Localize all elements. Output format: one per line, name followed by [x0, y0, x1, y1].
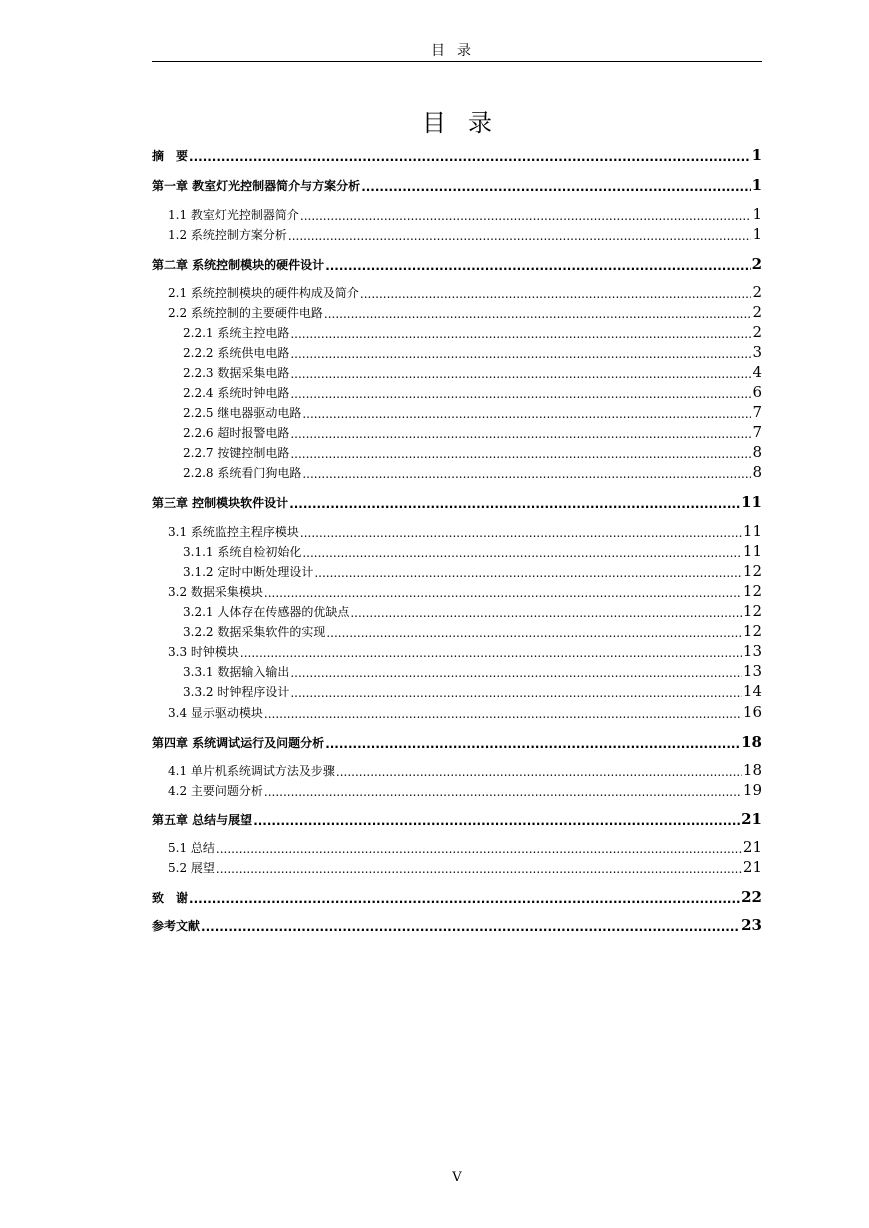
toc-section-entry[interactable] — [152, 680, 762, 700]
toc-entry-page: 12 — [742, 622, 762, 640]
toc-entry-label: 4.1 单片机系统调试方法及步骤 — [168, 764, 335, 778]
toc-leader-dots — [336, 765, 742, 779]
toc-entry-label: 第三章 控制模块软件设计 — [152, 496, 289, 510]
toc-section-entry[interactable] — [152, 321, 762, 341]
toc-entry-page: 21 — [741, 810, 762, 828]
page-number: V — [452, 1170, 462, 1185]
toc-entry-label: 3.3.1 数据输入输出 — [183, 665, 290, 679]
toc-entry-label: 1.1 教室灯光控制器简介 — [168, 208, 299, 222]
toc-leader-dots — [216, 862, 742, 876]
toc-entry-page: 11 — [742, 542, 762, 560]
toc-leader-dots — [325, 737, 740, 751]
toc-section-entry[interactable] — [152, 600, 762, 620]
toc-chapter-entry[interactable] — [152, 808, 762, 828]
toc-leader-dots — [264, 707, 742, 721]
toc-section-entry[interactable] — [152, 640, 762, 660]
toc-entry-label: 3.2 数据采集模块 — [168, 585, 263, 599]
toc-entry-label: 3.3.2 时钟程序设计 — [183, 685, 290, 699]
toc-entry-page: 23 — [741, 916, 762, 934]
toc-entry-label: 2.2.1 系统主控电路 — [183, 326, 290, 340]
toc-entry-page: 18 — [742, 761, 762, 779]
toc-leader-dots — [240, 646, 742, 660]
toc-entry-label: 第四章 系统调试运行及问题分析 — [152, 736, 325, 750]
toc-entry-page: 12 — [742, 562, 762, 580]
toc-leader-dots — [360, 287, 752, 301]
toc-entry-label: 2.2.3 数据采集电路 — [183, 366, 290, 380]
toc-entry-page: 1 — [752, 225, 762, 243]
toc-section-entry[interactable] — [152, 779, 762, 799]
toc-leader-dots — [302, 546, 742, 560]
toc-entry-page: 2 — [752, 283, 762, 301]
toc-leader-dots — [361, 180, 750, 194]
toc-entry-label: 2.2.8 系统看门狗电路 — [183, 466, 302, 480]
toc-entry-label: 3.1.1 系统自检初始化 — [183, 545, 302, 559]
toc-entry-page: 7 — [752, 403, 762, 421]
toc-chapter-entry[interactable] — [152, 174, 762, 194]
toc-entry-page: 22 — [741, 888, 762, 906]
toc-section-entry[interactable] — [152, 223, 762, 243]
toc-entry-page: 1 — [752, 205, 762, 223]
toc-section-entry[interactable] — [152, 361, 762, 381]
toc-entry-label: 5.2 展望 — [168, 861, 215, 875]
toc-section-entry[interactable] — [152, 836, 762, 856]
toc-section-entry[interactable] — [152, 381, 762, 401]
toc-entry-label: 致 谢 — [152, 891, 189, 905]
toc-entry-label: 第二章 系统控制模块的硬件设计 — [152, 258, 325, 272]
toc-entry-page: 18 — [741, 733, 762, 751]
toc-leader-dots — [288, 229, 752, 243]
toc-leader-dots — [314, 566, 742, 580]
toc-leader-dots — [189, 150, 751, 164]
toc-entry-label: 第五章 总结与展望 — [152, 813, 253, 827]
toc-leader-dots — [300, 526, 742, 540]
toc-section-entry[interactable] — [152, 660, 762, 680]
toc-title: 目录 — [422, 109, 514, 137]
toc-section-entry[interactable] — [152, 441, 762, 461]
running-header: 目录 — [431, 43, 483, 59]
toc-leader-dots — [302, 467, 751, 481]
toc-entry-page: 13 — [742, 642, 762, 660]
toc-entry-label: 5.1 总结 — [168, 841, 215, 855]
toc-entry-label: 4.2 主要问题分析 — [168, 784, 263, 798]
toc-entry-page: 16 — [742, 703, 762, 721]
toc-leader-dots — [325, 259, 750, 273]
toc-entry-page: 14 — [742, 682, 762, 700]
toc-entry-page: 1 — [751, 146, 762, 164]
toc-entry-page: 4 — [752, 363, 762, 381]
toc-leader-dots — [290, 427, 751, 441]
toc-leader-dots — [290, 387, 751, 401]
toc-entry-label: 2.2.6 超时报警电路 — [183, 426, 290, 440]
toc-entry-label: 3.1 系统监控主程序模块 — [168, 525, 299, 539]
toc-entry-label: 2.2.7 按键控制电路 — [183, 446, 290, 460]
toc-chapter-entry[interactable] — [152, 886, 762, 906]
toc-entry-label: 3.2.2 数据采集软件的实现 — [183, 625, 326, 639]
toc-entry-page: 11 — [742, 522, 762, 540]
toc-entry-page: 21 — [742, 858, 762, 876]
toc-leader-dots — [289, 497, 740, 511]
toc-leader-dots — [216, 842, 742, 856]
toc-entry-page: 11 — [741, 493, 762, 511]
toc-section-entry[interactable] — [152, 421, 762, 441]
toc-leader-dots — [290, 327, 751, 341]
toc-leader-dots — [290, 686, 742, 700]
toc-section-entry[interactable] — [152, 759, 762, 779]
toc-leader-dots — [290, 347, 751, 361]
toc-leader-dots — [290, 367, 751, 381]
toc-entry-label: 2.2.4 系统时钟电路 — [183, 386, 290, 400]
toc-section-entry[interactable] — [152, 520, 762, 540]
toc-section-entry[interactable] — [152, 401, 762, 421]
toc-section-entry[interactable] — [152, 540, 762, 560]
toc-entry-page: 2 — [751, 255, 762, 273]
toc-section-entry[interactable] — [152, 281, 762, 301]
toc-entry-page: 7 — [752, 423, 762, 441]
header-rule — [152, 61, 762, 62]
toc-section-entry[interactable] — [152, 203, 762, 223]
toc-entry-label: 3.1.2 定时中断处理设计 — [183, 565, 314, 579]
toc-entry-page: 12 — [742, 582, 762, 600]
toc-leader-dots — [264, 586, 742, 600]
toc-entry-page: 21 — [742, 838, 762, 856]
toc-leader-dots — [350, 606, 742, 620]
toc-entry-label: 3.4 显示驱动模块 — [168, 706, 263, 720]
toc-entry-page: 8 — [752, 463, 762, 481]
toc-chapter-entry[interactable] — [152, 253, 762, 273]
toc-leader-dots — [302, 407, 751, 421]
toc-entry-page: 2 — [752, 323, 762, 341]
toc-entry-label: 2.1 系统控制模块的硬件构成及简介 — [168, 286, 359, 300]
toc-leader-dots — [253, 814, 740, 828]
toc-entry-page: 1 — [751, 176, 762, 194]
toc-entry-label: 3.3 时钟模块 — [168, 645, 239, 659]
toc-section-entry[interactable] — [152, 341, 762, 361]
toc-entry-label: 2.2.5 继电器驱动电路 — [183, 406, 302, 420]
toc-entry-label: 2.2.2 系统供电电路 — [183, 346, 290, 360]
toc-section-entry[interactable] — [152, 461, 762, 481]
toc-section-entry[interactable] — [152, 560, 762, 580]
toc-entry-label: 参考文献 — [152, 919, 201, 933]
toc-leader-dots — [264, 785, 742, 799]
toc-chapter-entry[interactable] — [152, 914, 762, 934]
toc-entry-page: 13 — [742, 662, 762, 680]
toc-entry-page: 3 — [752, 343, 762, 361]
toc-entry-page: 8 — [752, 443, 762, 461]
toc-entry-label: 3.2.1 人体存在传感器的优缺点 — [183, 605, 350, 619]
toc-entry-label: 1.2 系统控制方案分析 — [168, 228, 287, 242]
toc-section-entry[interactable] — [152, 856, 762, 876]
toc-leader-dots — [326, 626, 742, 640]
toc-entry-page: 2 — [752, 303, 762, 321]
toc-section-entry[interactable] — [152, 301, 762, 321]
toc-chapter-entry[interactable] — [152, 144, 762, 164]
toc-chapter-entry[interactable] — [152, 491, 762, 511]
toc-leader-dots — [290, 666, 742, 680]
toc-section-entry[interactable] — [152, 620, 762, 640]
toc-leader-dots — [201, 920, 740, 934]
toc-section-entry[interactable] — [152, 580, 762, 600]
toc-entry-label: 摘 要 — [152, 149, 189, 163]
toc-leader-dots — [189, 892, 740, 906]
toc-leader-dots — [324, 307, 752, 321]
toc-leader-dots — [300, 209, 752, 223]
toc-leader-dots — [290, 447, 751, 461]
toc-entry-label: 2.2 系统控制的主要硬件电路 — [168, 306, 323, 320]
toc-chapter-entry[interactable] — [152, 731, 762, 751]
toc-entry-label: 第一章 教室灯光控制器简介与方案分析 — [152, 179, 361, 193]
toc-section-entry[interactable] — [152, 701, 762, 721]
toc-entry-page: 6 — [752, 383, 762, 401]
toc-entry-page: 12 — [742, 602, 762, 620]
toc-entry-page: 19 — [742, 781, 762, 799]
